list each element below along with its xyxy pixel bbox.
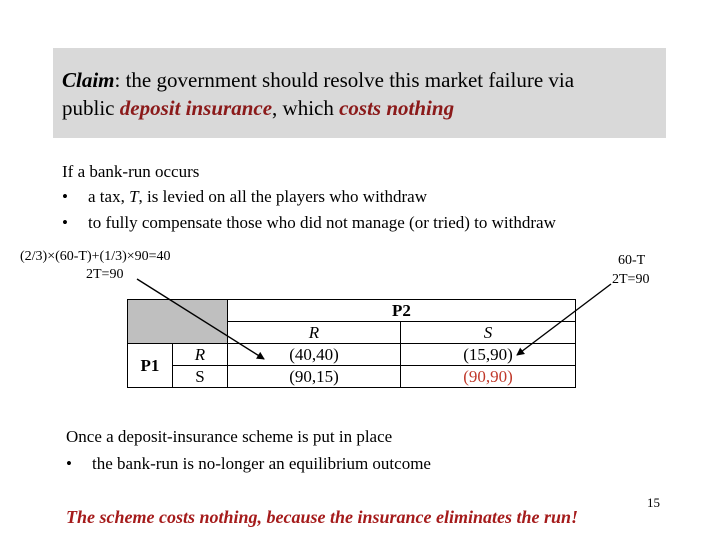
arrow-right (517, 284, 611, 355)
player-1-label: P1 (128, 344, 173, 388)
right-annotation-formula: 60-T (618, 253, 646, 268)
arrow-left (137, 279, 264, 359)
bullet-compensate-text: to fully compensate those who did not manage (or tried) to withdraw (88, 213, 556, 232)
bullet-marker: • (66, 454, 72, 473)
row-header-r: R (173, 344, 228, 366)
outcome-line: Once a deposit-insurance scheme is put in place (66, 427, 393, 446)
payoff-sr: (90,15) (228, 366, 401, 388)
tax-variable: T (129, 187, 139, 206)
deposit-insurance-emphasis: deposit insurance (119, 96, 273, 120)
left-annotation-formula: (2/3)×(60-T)+(1/3)×90=40 (20, 249, 171, 264)
col-header-s: S (401, 322, 576, 344)
claim-label: Claim (62, 68, 115, 92)
conclusion: The scheme costs nothing, because the insurance eliminates the run! (66, 507, 579, 527)
col-header-r: R (228, 322, 401, 344)
left-annotation-result: 2T=90 (86, 267, 124, 282)
payoff-rs: (15,90) (401, 344, 576, 366)
row-header-s: S (173, 366, 228, 388)
outcome-bullet (66, 453, 431, 475)
claim-text-1: : the government should resolve this market failure via (114, 68, 575, 92)
outcome-bullet-text: the bank-run is no-longer an equilibrium outcome (92, 454, 431, 473)
payoff-rr: (40,40) (228, 344, 401, 366)
right-annotation-result: 2T=90 (612, 272, 650, 287)
bullet-tax-post: , is levied on all the players who withdraw (138, 187, 428, 206)
page-number: 15 (647, 495, 660, 510)
player-2-label: P2 (228, 300, 576, 322)
bullet-tax-pre: a tax, (88, 187, 130, 206)
costs-nothing-emphasis: costs nothing (339, 96, 455, 120)
claim-text-3: , which (272, 96, 340, 120)
bullet-marker: • (62, 213, 68, 232)
bank-run-heading: If a bank-run occurs (62, 162, 200, 181)
payoff-ss: (90,90) (401, 366, 576, 388)
bullet-marker: • (62, 187, 68, 206)
claim-text-2: public (62, 96, 120, 120)
